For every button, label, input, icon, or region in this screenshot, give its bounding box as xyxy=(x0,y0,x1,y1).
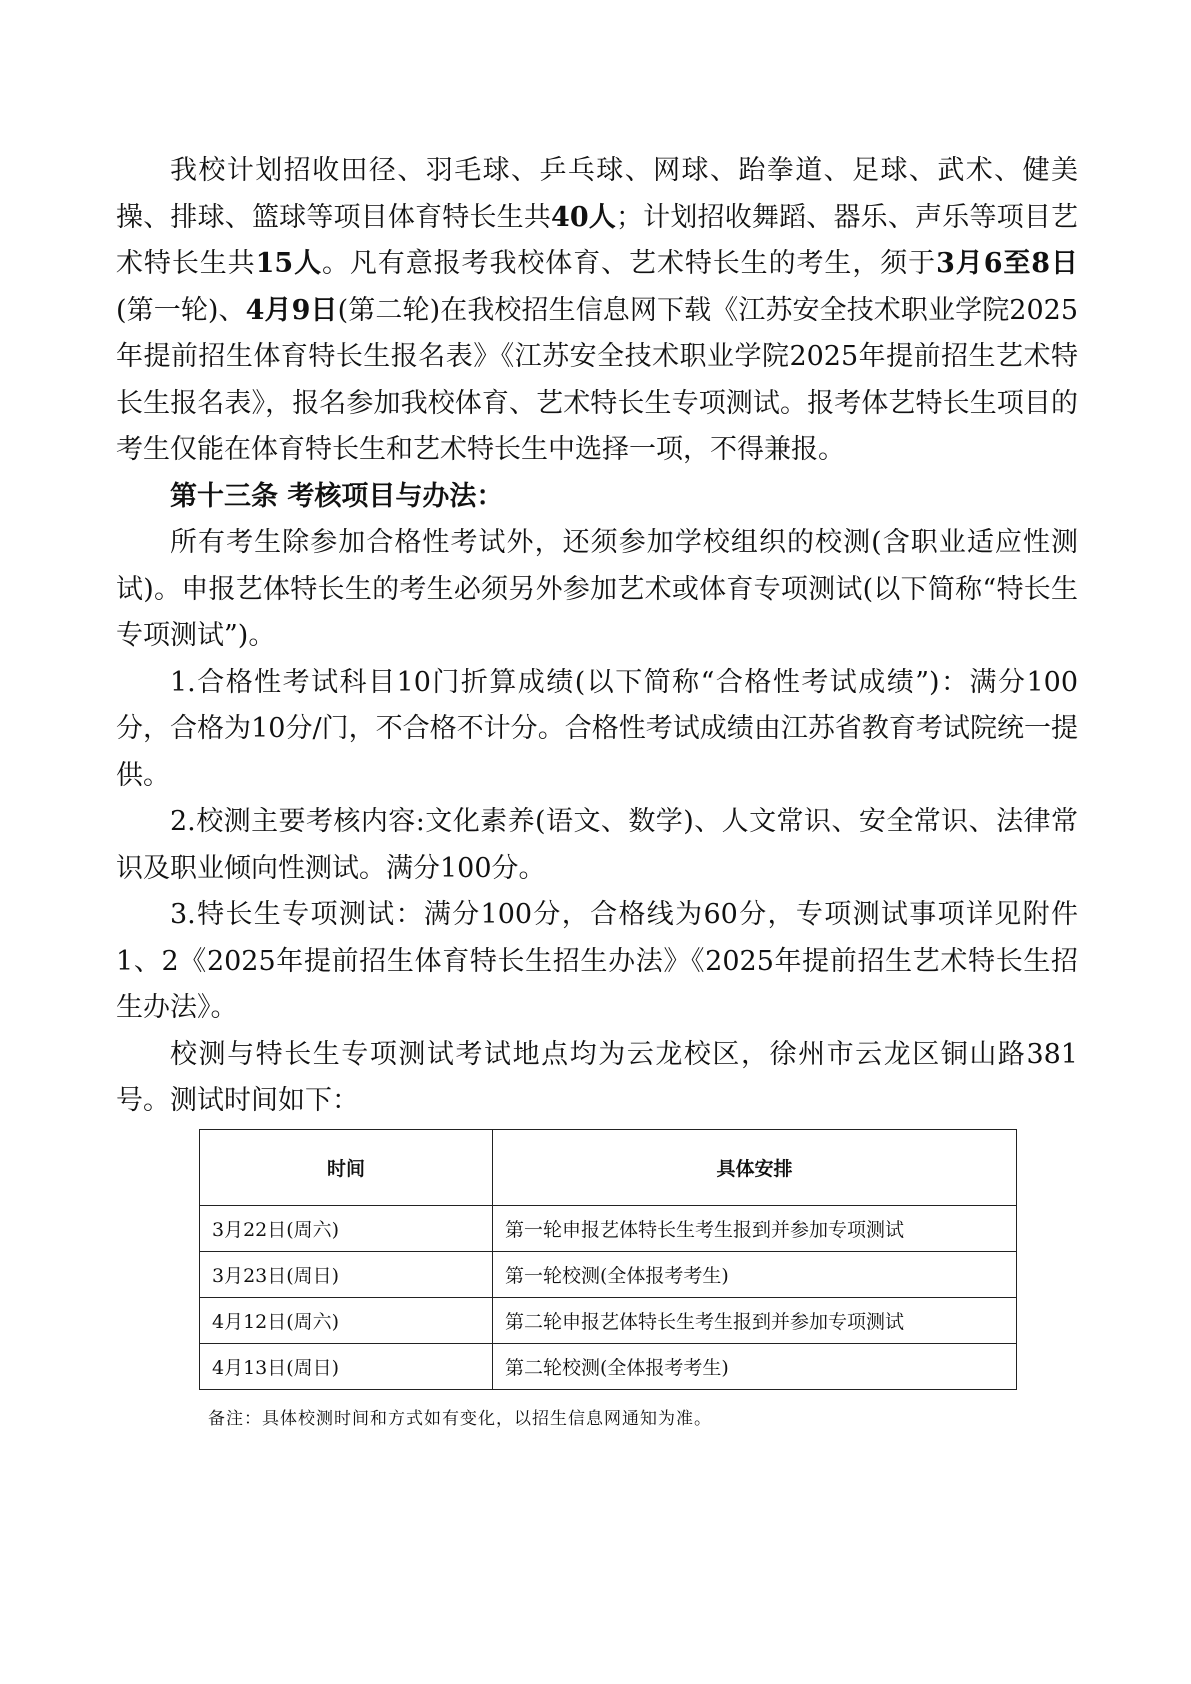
paragraph-assessment-intro: 所有考生除参加合格性考试外，还须参加学校组织的校测(含职业适应性测试)。申报艺体特长生的考生必须另外参加艺术或体育专项测试(以下简称“特长生专项测试”)。 xyxy=(116,527,1078,651)
text-segment: 我校计划招收田径、羽毛球、乒乓球、网球、跆拳道、足球、武术、健美操、排球、篮球等项目体育特长生共 xyxy=(116,155,1078,233)
cell-plan: 第一轮校测(全体报考考生) xyxy=(493,1251,1017,1297)
header-time: 时间 xyxy=(200,1129,493,1205)
paragraph-enrollment-plan xyxy=(116,148,1078,474)
table-row xyxy=(200,1251,1017,1297)
cell-time: 4月12日(周六) xyxy=(200,1297,493,1343)
text-segment: (第二轮)在我校招生信息网下载《江苏安全技术职业学院2025年提前招生体育特长生报名表》《江苏安全技术职业学院2025年提前招生艺术特长生报名表》，报名参加我校体育、艺术特长生专项测试。报考体艺特长生项目的考生仅能在体育特长生和艺术特长生中选择一项，不得兼报。 xyxy=(116,294,1079,465)
bold-count-arts: 15人 xyxy=(255,248,322,279)
schedule-note: 备注：具体校测时间和方式如有变化，以招生信息网通知为准。 xyxy=(208,1408,712,1429)
section-heading-article-13: 第十三条 考核项目与办法： xyxy=(170,480,504,512)
cell-time: 3月23日(周日) xyxy=(200,1251,493,1297)
table-row xyxy=(200,1297,1017,1343)
schedule-table-wrapper xyxy=(199,1129,1017,1390)
text-segment: 。凡有意报考我校体育、艺术特长生的考生，须于 xyxy=(321,248,937,279)
paragraph-item-3: 3.特长生专项测试：满分100分，合格线为60分，专项测试事项详见附件1、2《2025年提前招生体育特长生招生办法》《2025年提前招生艺术特长生招生办法》。 xyxy=(116,899,1078,1023)
header-plan: 具体安排 xyxy=(493,1129,1017,1205)
paragraph-item-1: 1.合格性考试科目10门折算成绩(以下简称“合格性考试成绩”)：满分100分，合格为10分/门，不合格不计分。合格性考试成绩由江苏省教育考试院统一提供。 xyxy=(116,666,1078,791)
cell-plan: 第二轮校测(全体报考考生) xyxy=(493,1343,1017,1389)
schedule-table xyxy=(199,1129,1017,1390)
bold-count-sports: 40人 xyxy=(551,201,616,233)
bold-date-round1: 3月6至8日 xyxy=(936,248,1079,279)
document-page xyxy=(116,148,1078,1429)
cell-plan: 第二轮申报艺体特长生考生报到并参加专项测试 xyxy=(493,1297,1017,1343)
table-row xyxy=(200,1205,1017,1251)
table-row xyxy=(200,1343,1017,1389)
paragraph-item-2: 2.校测主要考核内容:文化素养(语文、数学)、人文常识、安全常识、法律常识及职业倾向性测试。满分100分。 xyxy=(116,806,1078,884)
cell-plan: 第一轮申报艺体特长生考生报到并参加专项测试 xyxy=(493,1205,1017,1251)
text-segment: (第一轮)、 xyxy=(116,294,246,326)
paragraph-location: 校测与特长生专项测试考试地点均为云龙校区，徐州市云龙区铜山路381号。测试时间如下： xyxy=(116,1038,1078,1116)
cell-time: 3月22日(周六) xyxy=(200,1205,493,1251)
table-header-row xyxy=(200,1129,1017,1205)
cell-time: 4月13日(周日) xyxy=(200,1343,493,1389)
bold-date-round2: 4月9日 xyxy=(245,294,338,326)
text-segment: ；计划招收舞蹈、器乐、声乐等项目艺术特长生共 xyxy=(116,201,1079,279)
